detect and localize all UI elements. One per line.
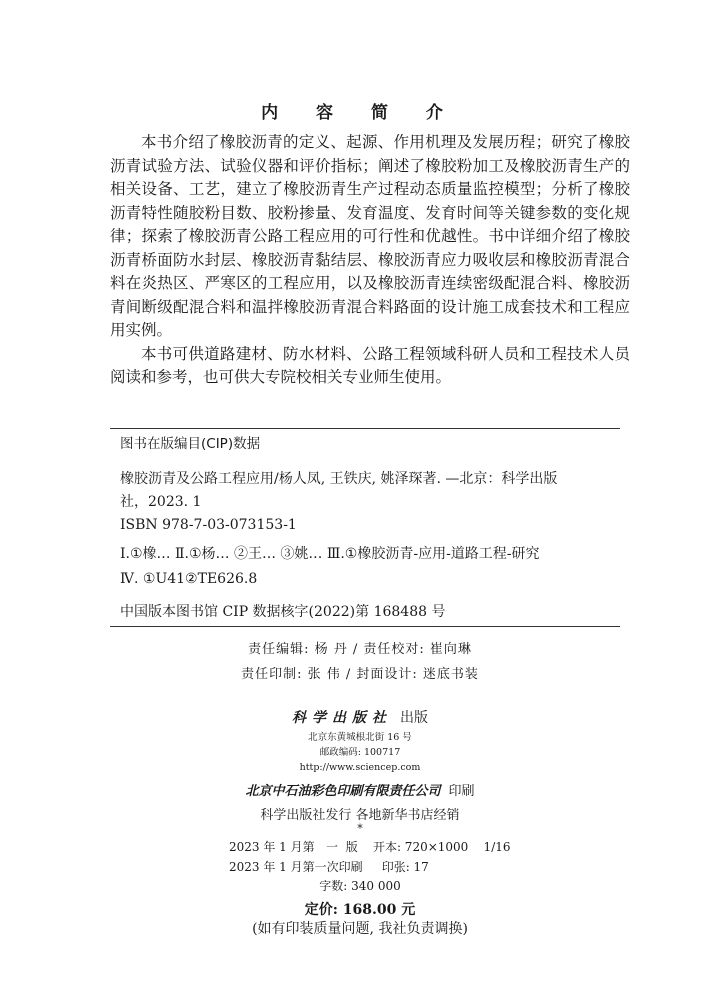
separator-star: * — [357, 822, 363, 835]
quality-notice: (如有印装质量问题, 我社负责调换) — [252, 921, 468, 937]
credits-line-1: 责任编辑: 杨 丹 / 责任校对: 崔向琳 — [248, 642, 472, 657]
publisher-line — [0, 707, 720, 727]
publisher-details — [0, 730, 720, 775]
cip-isbn: ISBN 978-7-03-073153-1 — [120, 517, 297, 533]
intro-paragraph-2: 本书可供道路建材、防水材料、公路工程领域科研人员和工程技术人员阅读和参考，也可供大专院校相关专业师生使用。 — [110, 344, 630, 386]
edition-line-1: 2023 年 1 月第 一 版 开本: 720×1000 1/16 — [229, 840, 511, 854]
distribution: 科学出版社发行 各地新华书店经销 — [260, 808, 460, 823]
printer-line — [0, 780, 720, 799]
printer-suffix: 印刷 — [448, 784, 475, 799]
introduction — [110, 131, 630, 390]
publisher-postcode: 邮政编码: 100717 — [319, 747, 401, 758]
publisher-url: http://www.sciencep.com — [299, 762, 421, 773]
intro-paragraph-1: 本书介绍了橡胶沥青的定义、起源、作用机理及发展历程；研究了橡胶沥青试验方法、试验仪器和评价指标；阐述了橡胶粉加工及橡胶沥青生产的相关设备、工艺，建立了橡胶沥青生产过程动态质量监控模型；分析了橡胶沥青特性随胶粉目数、胶粉掺量、发育温度、发育时间等关键参数的变化规律；探索了橡胶沥青公路工程应用的可行性和优越性。书中详细介绍了橡胶沥青桥面防水封层、橡胶沥青黏结层、橡胶沥青应力吸收层和橡胶沥青混合料在炎热区、严寒区的工程应用，以及橡胶沥青连续密级配混合料、橡胶沥青间断级配混合料和温拌橡胶沥青混合料路面的设计施工成套技术和工程应用实例。 — [110, 133, 630, 339]
cip-line-2: 社，2023. 1 — [120, 494, 202, 510]
cip-heading: 图书在版编目(CIP)数据 — [120, 436, 261, 452]
credits — [0, 637, 720, 687]
credits-line-2: 责任印制: 张 伟 / 封面设计: 迷底书装 — [241, 667, 479, 682]
cip-record — [120, 468, 620, 537]
cip-number: 中国版本图书馆 CIP 数据核字(2022)第 168488 号 — [120, 604, 446, 620]
word-count: 字数: 340 000 — [319, 879, 401, 893]
cip-line-1: 橡胶沥青及公路工程应用/杨人凤, 王铁庆, 姚泽琛著. —北京：科学出版 — [120, 471, 558, 487]
cip-subject-line: Ⅰ.①橡… Ⅱ.①杨… ②王… ③姚… Ⅲ.①橡胶沥青-应用-道路工程-研究 — [120, 546, 540, 562]
page-title: 内 容 简 介 — [261, 103, 459, 123]
publisher-name: 科学出版社 — [292, 710, 392, 726]
top-divider — [110, 428, 620, 429]
cip-class-line: Ⅳ. ①U41②TE626.8 — [120, 571, 258, 587]
publisher-address: 北京东黄城根北街 16 号 — [308, 732, 412, 743]
price: 定价: 168.00 元 — [304, 902, 416, 918]
publisher-suffix: 出版 — [400, 710, 428, 726]
cip-classification — [120, 542, 630, 592]
edition-info — [229, 838, 511, 877]
printer-name: 北京中石油彩色印刷有限责任公司 — [245, 784, 441, 799]
bottom-divider — [110, 626, 620, 627]
edition-line-2: 2023 年 1 月第一次印刷 印张: 17 — [229, 859, 429, 874]
